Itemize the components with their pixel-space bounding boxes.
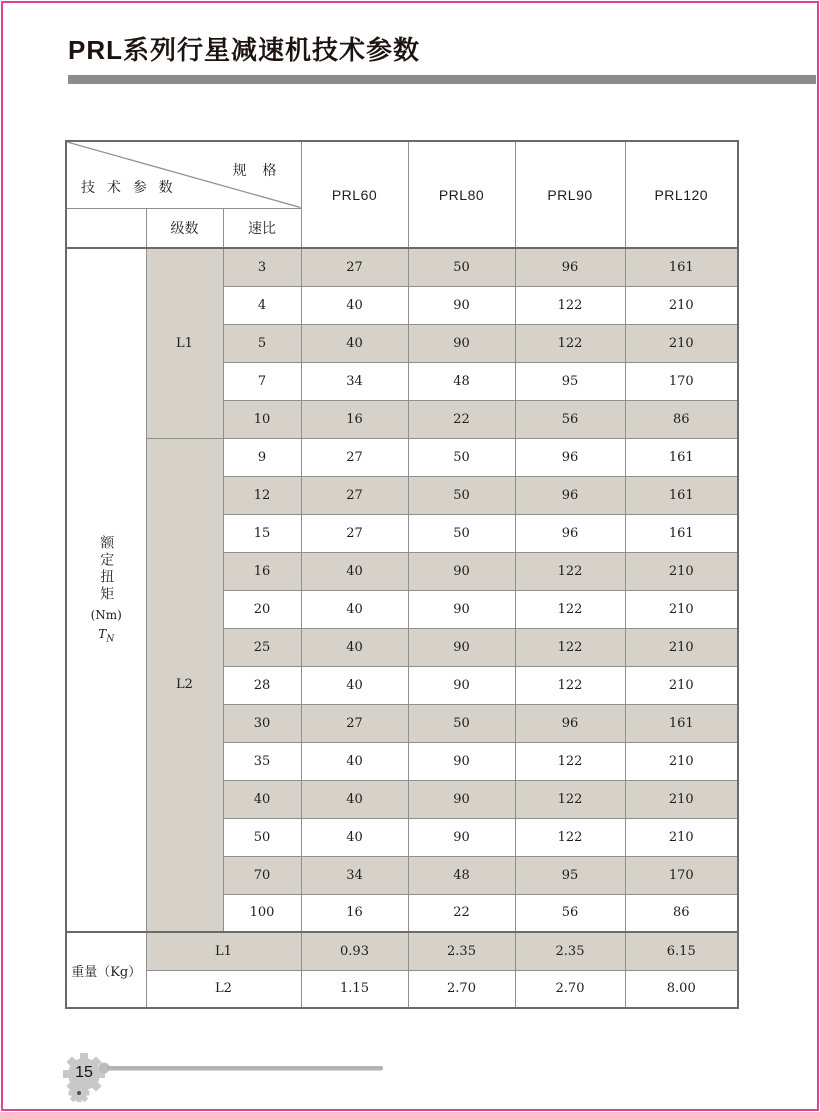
value-cell: 50 [408, 476, 515, 514]
value-cell: 40 [301, 818, 408, 856]
col-header-prl60: PRL60 [301, 141, 408, 248]
corner-label-params: 技 术 参 数 [81, 178, 177, 195]
value-cell: 122 [515, 666, 625, 704]
value-cell: 122 [515, 590, 625, 628]
value-cell: 122 [515, 628, 625, 666]
weight-value: 8.00 [625, 970, 738, 1008]
footer-decoration [60, 1052, 400, 1102]
ratio-cell: 35 [223, 742, 301, 780]
value-cell: 96 [515, 514, 625, 552]
ratio-cell: 25 [223, 628, 301, 666]
weight-value: 2.35 [408, 932, 515, 970]
value-cell: 90 [408, 666, 515, 704]
value-cell: 210 [625, 742, 738, 780]
table-body [66, 248, 738, 932]
ratio-cell: 15 [223, 514, 301, 552]
empty-header-cell [66, 208, 146, 248]
torque-label-vertical: 额定扭矩 [98, 535, 115, 604]
value-cell: 86 [625, 400, 738, 438]
value-cell: 210 [625, 628, 738, 666]
ratio-cell: 3 [223, 248, 301, 286]
value-cell: 40 [301, 628, 408, 666]
value-cell: 27 [301, 704, 408, 742]
corner-label-spec: 规 格 [232, 162, 283, 178]
value-cell: 170 [625, 856, 738, 894]
ratio-cell: 28 [223, 666, 301, 704]
value-cell: 40 [301, 742, 408, 780]
stage-cell-l2: L2 [146, 438, 223, 932]
value-cell: 90 [408, 324, 515, 362]
value-cell: 40 [301, 590, 408, 628]
ratio-cell: 10 [223, 400, 301, 438]
weight-value: 6.15 [625, 932, 738, 970]
value-cell: 161 [625, 514, 738, 552]
col-header-prl90: PRL90 [515, 141, 625, 248]
weight-value: 2.35 [515, 932, 625, 970]
value-cell: 27 [301, 514, 408, 552]
title-underline [68, 75, 816, 84]
stage-cell-l1: L1 [146, 248, 223, 438]
ratio-cell: 9 [223, 438, 301, 476]
ratio-cell: 30 [223, 704, 301, 742]
value-cell: 48 [408, 362, 515, 400]
value-cell: 56 [515, 400, 625, 438]
value-cell: 27 [301, 248, 408, 286]
value-cell: 50 [408, 514, 515, 552]
value-cell: 34 [301, 856, 408, 894]
value-cell: 122 [515, 552, 625, 590]
value-cell: 16 [301, 894, 408, 932]
value-cell: 161 [625, 476, 738, 514]
footer-rule [107, 1066, 383, 1071]
value-cell: 22 [408, 894, 515, 932]
corner-header-cell [66, 141, 301, 208]
ratio-cell: 50 [223, 818, 301, 856]
value-cell: 161 [625, 248, 738, 286]
value-cell: 96 [515, 476, 625, 514]
col-header-prl80: PRL80 [408, 141, 515, 248]
weight-value: 0.93 [301, 932, 408, 970]
table-row [66, 248, 738, 286]
value-cell: 40 [301, 286, 408, 324]
value-cell: 48 [408, 856, 515, 894]
value-cell: 90 [408, 552, 515, 590]
value-cell: 27 [301, 476, 408, 514]
table-row [66, 438, 738, 476]
torque-symbol: $T_N$ [98, 627, 115, 645]
weight-value: 2.70 [408, 970, 515, 1008]
value-cell: 122 [515, 742, 625, 780]
value-cell: 40 [301, 324, 408, 362]
ratio-cell: 12 [223, 476, 301, 514]
torque-unit: (Nm) [90, 608, 122, 623]
spec-table [65, 140, 739, 1009]
stage-header: 级数 [146, 208, 223, 248]
torque-label-cell [66, 248, 146, 932]
value-cell: 210 [625, 818, 738, 856]
weight-stage-l2: L2 [146, 970, 301, 1008]
value-cell: 95 [515, 856, 625, 894]
ratio-cell: 20 [223, 590, 301, 628]
value-cell: 90 [408, 780, 515, 818]
ratio-cell: 5 [223, 324, 301, 362]
value-cell: 210 [625, 552, 738, 590]
value-cell: 50 [408, 704, 515, 742]
value-cell: 122 [515, 818, 625, 856]
ratio-cell: 40 [223, 780, 301, 818]
value-cell: 96 [515, 704, 625, 742]
value-cell: 90 [408, 818, 515, 856]
weight-stage-l1: L1 [146, 932, 301, 970]
page-title: PRL系列行星减速机技术参数 [68, 35, 421, 65]
value-cell: 34 [301, 362, 408, 400]
value-cell: 40 [301, 666, 408, 704]
value-cell: 40 [301, 552, 408, 590]
weight-row-l2 [66, 970, 738, 1008]
value-cell: 122 [515, 324, 625, 362]
ratio-cell: 70 [223, 856, 301, 894]
value-cell: 22 [408, 400, 515, 438]
col-header-prl120: PRL120 [625, 141, 738, 248]
value-cell: 16 [301, 400, 408, 438]
ratio-header: 速比 [223, 208, 301, 248]
value-cell: 96 [515, 248, 625, 286]
value-cell: 95 [515, 362, 625, 400]
ratio-cell: 4 [223, 286, 301, 324]
value-cell: 210 [625, 590, 738, 628]
weight-section [66, 932, 738, 1008]
value-cell: 210 [625, 324, 738, 362]
value-cell: 122 [515, 286, 625, 324]
value-cell: 27 [301, 438, 408, 476]
value-cell: 210 [625, 666, 738, 704]
weight-value: 2.70 [515, 970, 625, 1008]
ratio-cell: 7 [223, 362, 301, 400]
value-cell: 50 [408, 248, 515, 286]
value-cell: 86 [625, 894, 738, 932]
value-cell: 161 [625, 704, 738, 742]
page-number: 15 [75, 1064, 93, 1081]
ratio-cell: 16 [223, 552, 301, 590]
value-cell: 122 [515, 780, 625, 818]
weight-row-l1 [66, 932, 738, 970]
value-cell: 90 [408, 628, 515, 666]
value-cell: 161 [625, 438, 738, 476]
ratio-cell: 100 [223, 894, 301, 932]
weight-value: 1.15 [301, 970, 408, 1008]
value-cell: 210 [625, 780, 738, 818]
value-cell: 90 [408, 286, 515, 324]
value-cell: 50 [408, 438, 515, 476]
weight-label-cell: 重量（Kg） [66, 932, 146, 1008]
value-cell: 210 [625, 286, 738, 324]
value-cell: 56 [515, 894, 625, 932]
value-cell: 90 [408, 742, 515, 780]
value-cell: 40 [301, 780, 408, 818]
value-cell: 96 [515, 438, 625, 476]
value-cell: 90 [408, 590, 515, 628]
value-cell: 170 [625, 362, 738, 400]
